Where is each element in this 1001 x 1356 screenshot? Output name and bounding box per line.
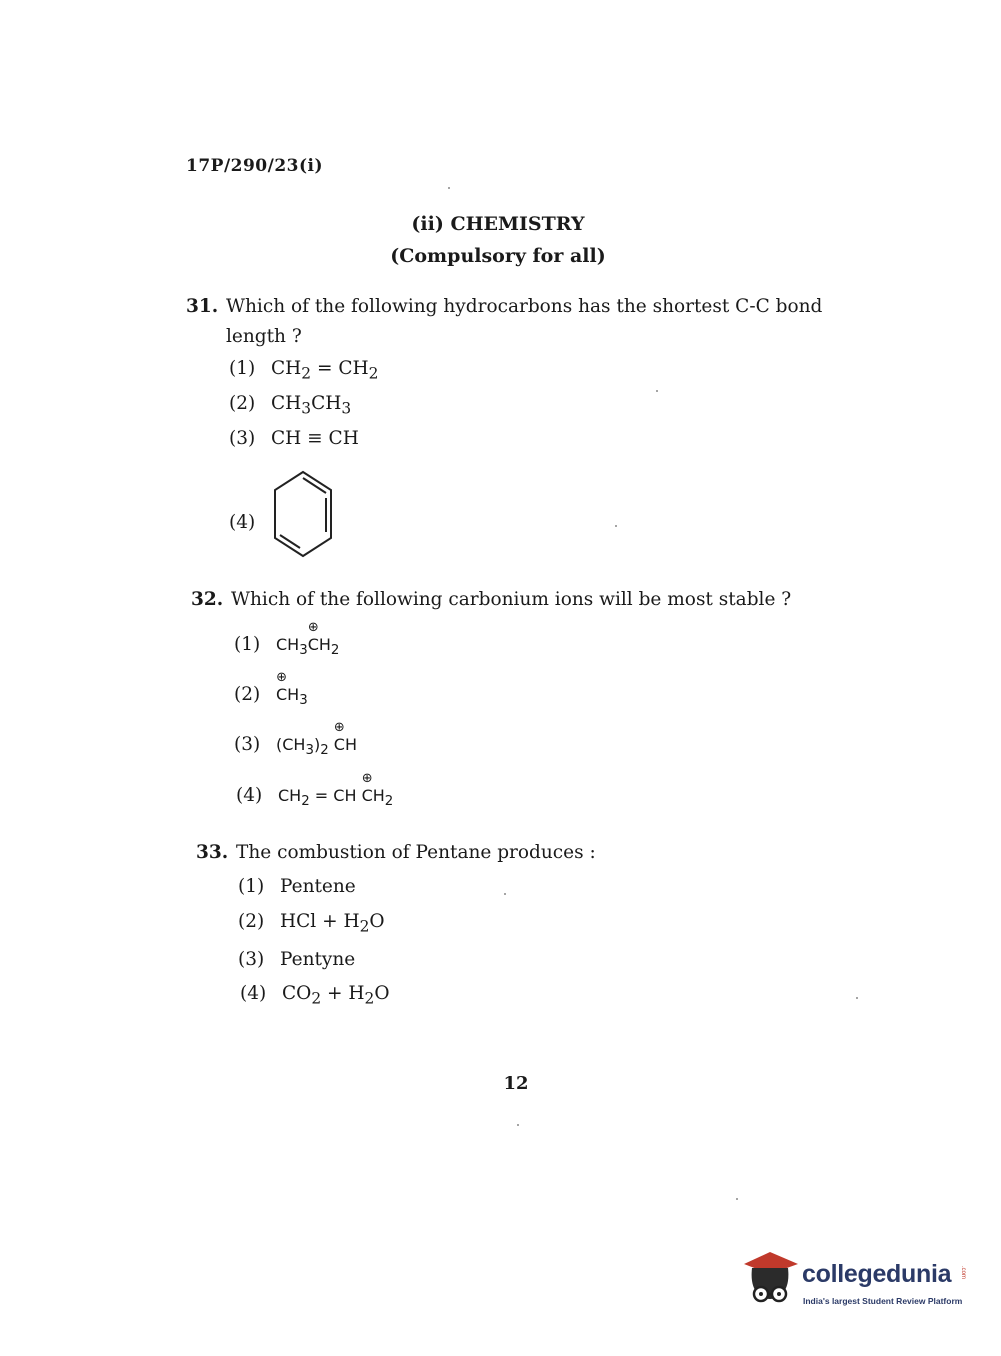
option-number: (4) — [240, 983, 267, 1004]
option-number: (2) — [229, 393, 256, 414]
option-text: Pentyne — [280, 949, 356, 970]
option-32-3 — [234, 734, 357, 758]
formula-sub: 2 — [359, 917, 370, 936]
formula-part: CH — [276, 635, 300, 654]
scan-speck — [517, 1124, 519, 1126]
formula-part: ) — [313, 735, 321, 754]
question-32 — [191, 585, 791, 615]
benzene-ring-icon — [268, 468, 338, 560]
formula-sub: 3 — [301, 399, 312, 418]
option-33-1 — [238, 876, 356, 897]
formula-part: HCl + H — [280, 911, 360, 932]
option-32-1 — [234, 634, 339, 658]
mascot-icon — [742, 1250, 800, 1312]
scan-speck — [856, 997, 858, 999]
question-text: Which of the following carbonium ions will be most stable ? — [231, 589, 792, 610]
formula-part: H — [372, 786, 385, 805]
formula-sub: 2 — [311, 989, 322, 1008]
scan-speck — [448, 187, 450, 189]
question-number: 32. — [191, 589, 224, 610]
question-31-continued: length ? — [226, 326, 302, 347]
option-number: (1) — [229, 358, 256, 379]
formula-part: (CH — [276, 735, 306, 754]
question-number: 33. — [196, 842, 229, 863]
brand-tagline: India's largest Student Review Platform — [803, 1296, 963, 1306]
section-subtitle: (Compulsory for all) — [390, 245, 606, 267]
option-number: (4) — [229, 512, 256, 533]
option-32-4 — [236, 785, 393, 809]
formula-part: + H — [321, 983, 365, 1004]
option-32-2 — [234, 684, 308, 708]
formula-sub: 3 — [299, 693, 308, 709]
formula-sub: 2 — [368, 364, 379, 383]
question-text: Which of the following hydrocarbons has the shortest C-C bond — [226, 296, 823, 317]
option-33-2 — [238, 911, 385, 936]
page-number: 12 — [503, 1073, 529, 1094]
formula-text: CH ≡ CH — [271, 428, 359, 449]
formula-part: CH — [278, 786, 302, 805]
charged-carbon: ⊕ C — [362, 786, 373, 805]
formula-part: = CH — [311, 358, 369, 379]
formula-part: O — [374, 983, 390, 1004]
formula-part: CH — [271, 358, 302, 379]
formula-sub: 2 — [301, 364, 312, 383]
formula-sub: 3 — [341, 399, 352, 418]
formula-sub: 2 — [301, 794, 310, 810]
scan-speck — [736, 1198, 738, 1200]
option-31-3 — [229, 428, 359, 449]
formula-part: CH — [311, 393, 342, 414]
formula-sub: 3 — [299, 643, 308, 659]
formula-sub: 2 — [384, 794, 394, 810]
collegedunia-logo — [742, 1250, 972, 1320]
question-33 — [196, 838, 596, 868]
formula-sub: 2 — [364, 989, 375, 1008]
paper-code: 17P/290/23(i) — [186, 156, 324, 176]
formula-part: O — [369, 911, 385, 932]
option-31-4 — [229, 512, 271, 533]
formula-part: H — [318, 635, 331, 654]
formula-sub: 3 — [305, 743, 314, 759]
formula-part: H — [344, 735, 357, 754]
formula-part: H — [287, 685, 300, 704]
scan-speck — [656, 390, 658, 392]
option-31-2 — [229, 393, 351, 418]
formula-part: CH — [271, 393, 302, 414]
question-number: 31. — [186, 296, 219, 317]
option-number: (3) — [229, 428, 256, 449]
option-number: (1) — [238, 876, 265, 897]
option-number: (3) — [234, 734, 261, 755]
option-33-3 — [238, 949, 355, 970]
option-number: (4) — [236, 785, 263, 806]
formula-sub: 2 — [330, 643, 340, 659]
option-text: Pentene — [280, 876, 356, 897]
scan-speck — [615, 525, 617, 527]
option-number: (2) — [234, 684, 261, 705]
charged-carbon: ⊕ C — [308, 635, 319, 654]
brand-name: collegedunia — [802, 1260, 952, 1288]
option-number: (1) — [234, 634, 261, 655]
question-text: The combustion of Pentane produces : — [236, 842, 596, 863]
formula-part: CO — [282, 983, 312, 1004]
scan-speck — [504, 893, 506, 895]
formula-part: = CH — [309, 786, 357, 805]
option-number: (2) — [238, 911, 265, 932]
option-number: (3) — [238, 949, 265, 970]
brand-suffix: .com — [960, 1266, 966, 1280]
charged-carbon: ⊕ C — [334, 735, 345, 754]
section-title: (ii) CHEMISTRY — [411, 213, 585, 235]
option-33-4 — [240, 983, 390, 1008]
question-31 — [186, 292, 822, 322]
option-31-1 — [229, 358, 378, 383]
formula-sub: 2 — [320, 743, 329, 759]
charged-carbon: ⊕ C — [276, 685, 287, 704]
